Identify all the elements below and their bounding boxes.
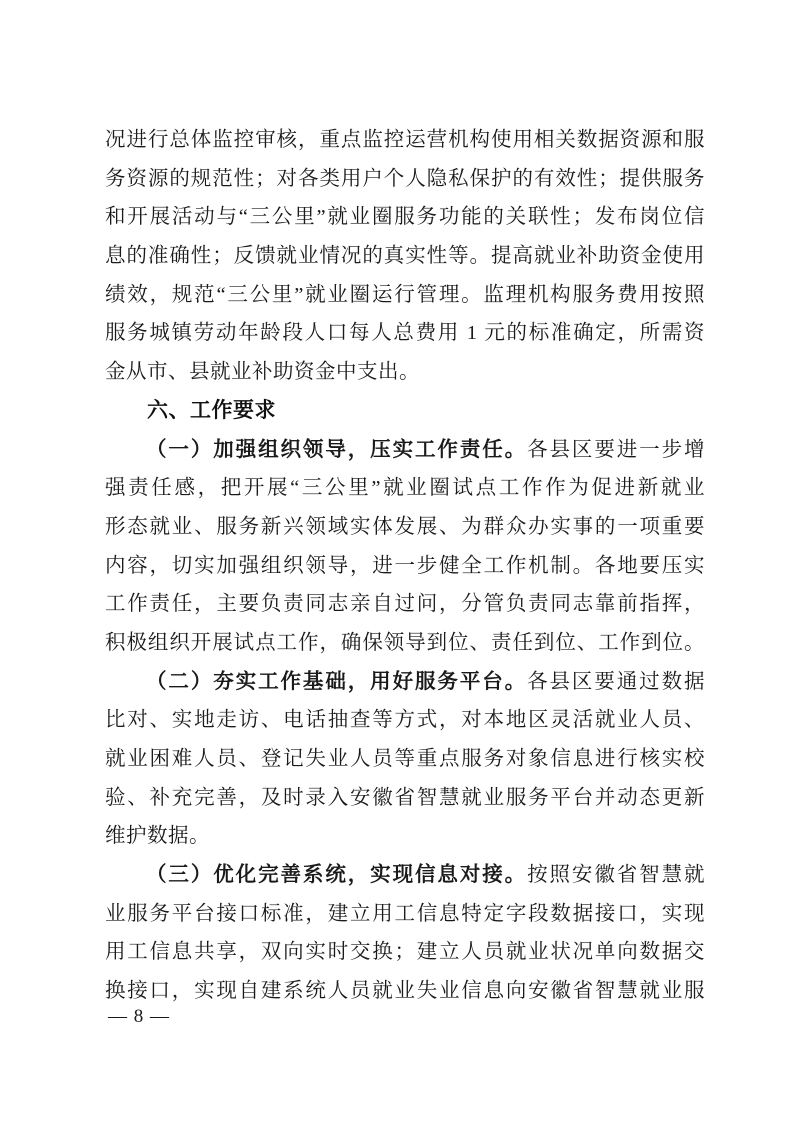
- bold-lead: （一）加强组织领导，压实工作责任。: [146, 438, 528, 461]
- bold-lead: （三）优化完善系统，实现信息对接。: [146, 864, 528, 887]
- document-body: [105, 121, 705, 1011]
- text-line: 比对、实地走访、电话抽查等方式，对本地区灵活就业人员、: [105, 709, 705, 732]
- text-line: 形态就业、服务新兴领域实体发展、为群众办实事的一项重要: [105, 515, 705, 538]
- text-line: 验、补充完善，及时录入安徽省智慧就业服务平台并动态更新: [105, 786, 705, 809]
- text-line: 就业困难人员、登记失业人员等重点服务对象信息进行核实校: [105, 748, 705, 770]
- page-number: — 8 —: [108, 1006, 170, 1027]
- text-line: 绩效，规范“三公里”就业圈运行管理。监理机构服务费用按照: [105, 283, 705, 306]
- text-line: （二）夯实工作基础，用好服务平台。各县区要通过数据: [146, 670, 706, 693]
- text-line: 服务城镇劳动年龄段人口每人总费用 1 元的标准确定，所需资: [105, 322, 705, 345]
- text-line: （一）加强组织领导，压实工作责任。各县区要进一步增: [146, 438, 706, 461]
- text-line: 业服务平台接口标准，建立用工信息特定字段数据接口，实现: [105, 902, 705, 925]
- text-line: 息的准确性；反馈就业情况的真实性等。提高就业补助资金使用: [105, 245, 705, 268]
- text-line: 和开展活动与“三公里”就业圈服务功能的关联性；发布岗位信: [105, 206, 705, 229]
- text-line: （三）优化完善系统，实现信息对接。按照安徽省智慧就: [146, 864, 706, 887]
- text-line: 强责任感，把开展“三公里”就业圈试点工作作为促进新就业: [105, 477, 705, 500]
- text-line: 积极组织开展试点工作，确保领导到位、责任到位、工作到位。: [105, 631, 705, 654]
- text-line: 维护数据。: [105, 825, 210, 848]
- text-line: 工作责任，主要负责同志亲自过问，分管负责同志靠前指挥，: [105, 593, 705, 616]
- section-heading: 六、工作要求: [147, 398, 276, 422]
- text-line: 用工信息共享，双向实时交换；建立人员就业状况单向数据交: [105, 941, 705, 964]
- text-line: 内容，切实加强组织领导，进一步健全工作机制。各地要压实: [105, 554, 705, 577]
- text-line: 金从市、县就业补助资金中支出。: [105, 361, 420, 384]
- text-line: 换接口，实现自建系统人员就业失业信息向安徽省智慧就业服: [105, 980, 705, 1003]
- bold-lead: （二）夯实工作基础，用好服务平台。: [146, 670, 528, 693]
- text-line: 况进行总体监控审核，重点监控运营机构使用相关数据资源和服: [105, 129, 705, 151]
- text-line: 务资源的规范性；对各类用户个人隐私保护的有效性；提供服务: [105, 167, 705, 190]
